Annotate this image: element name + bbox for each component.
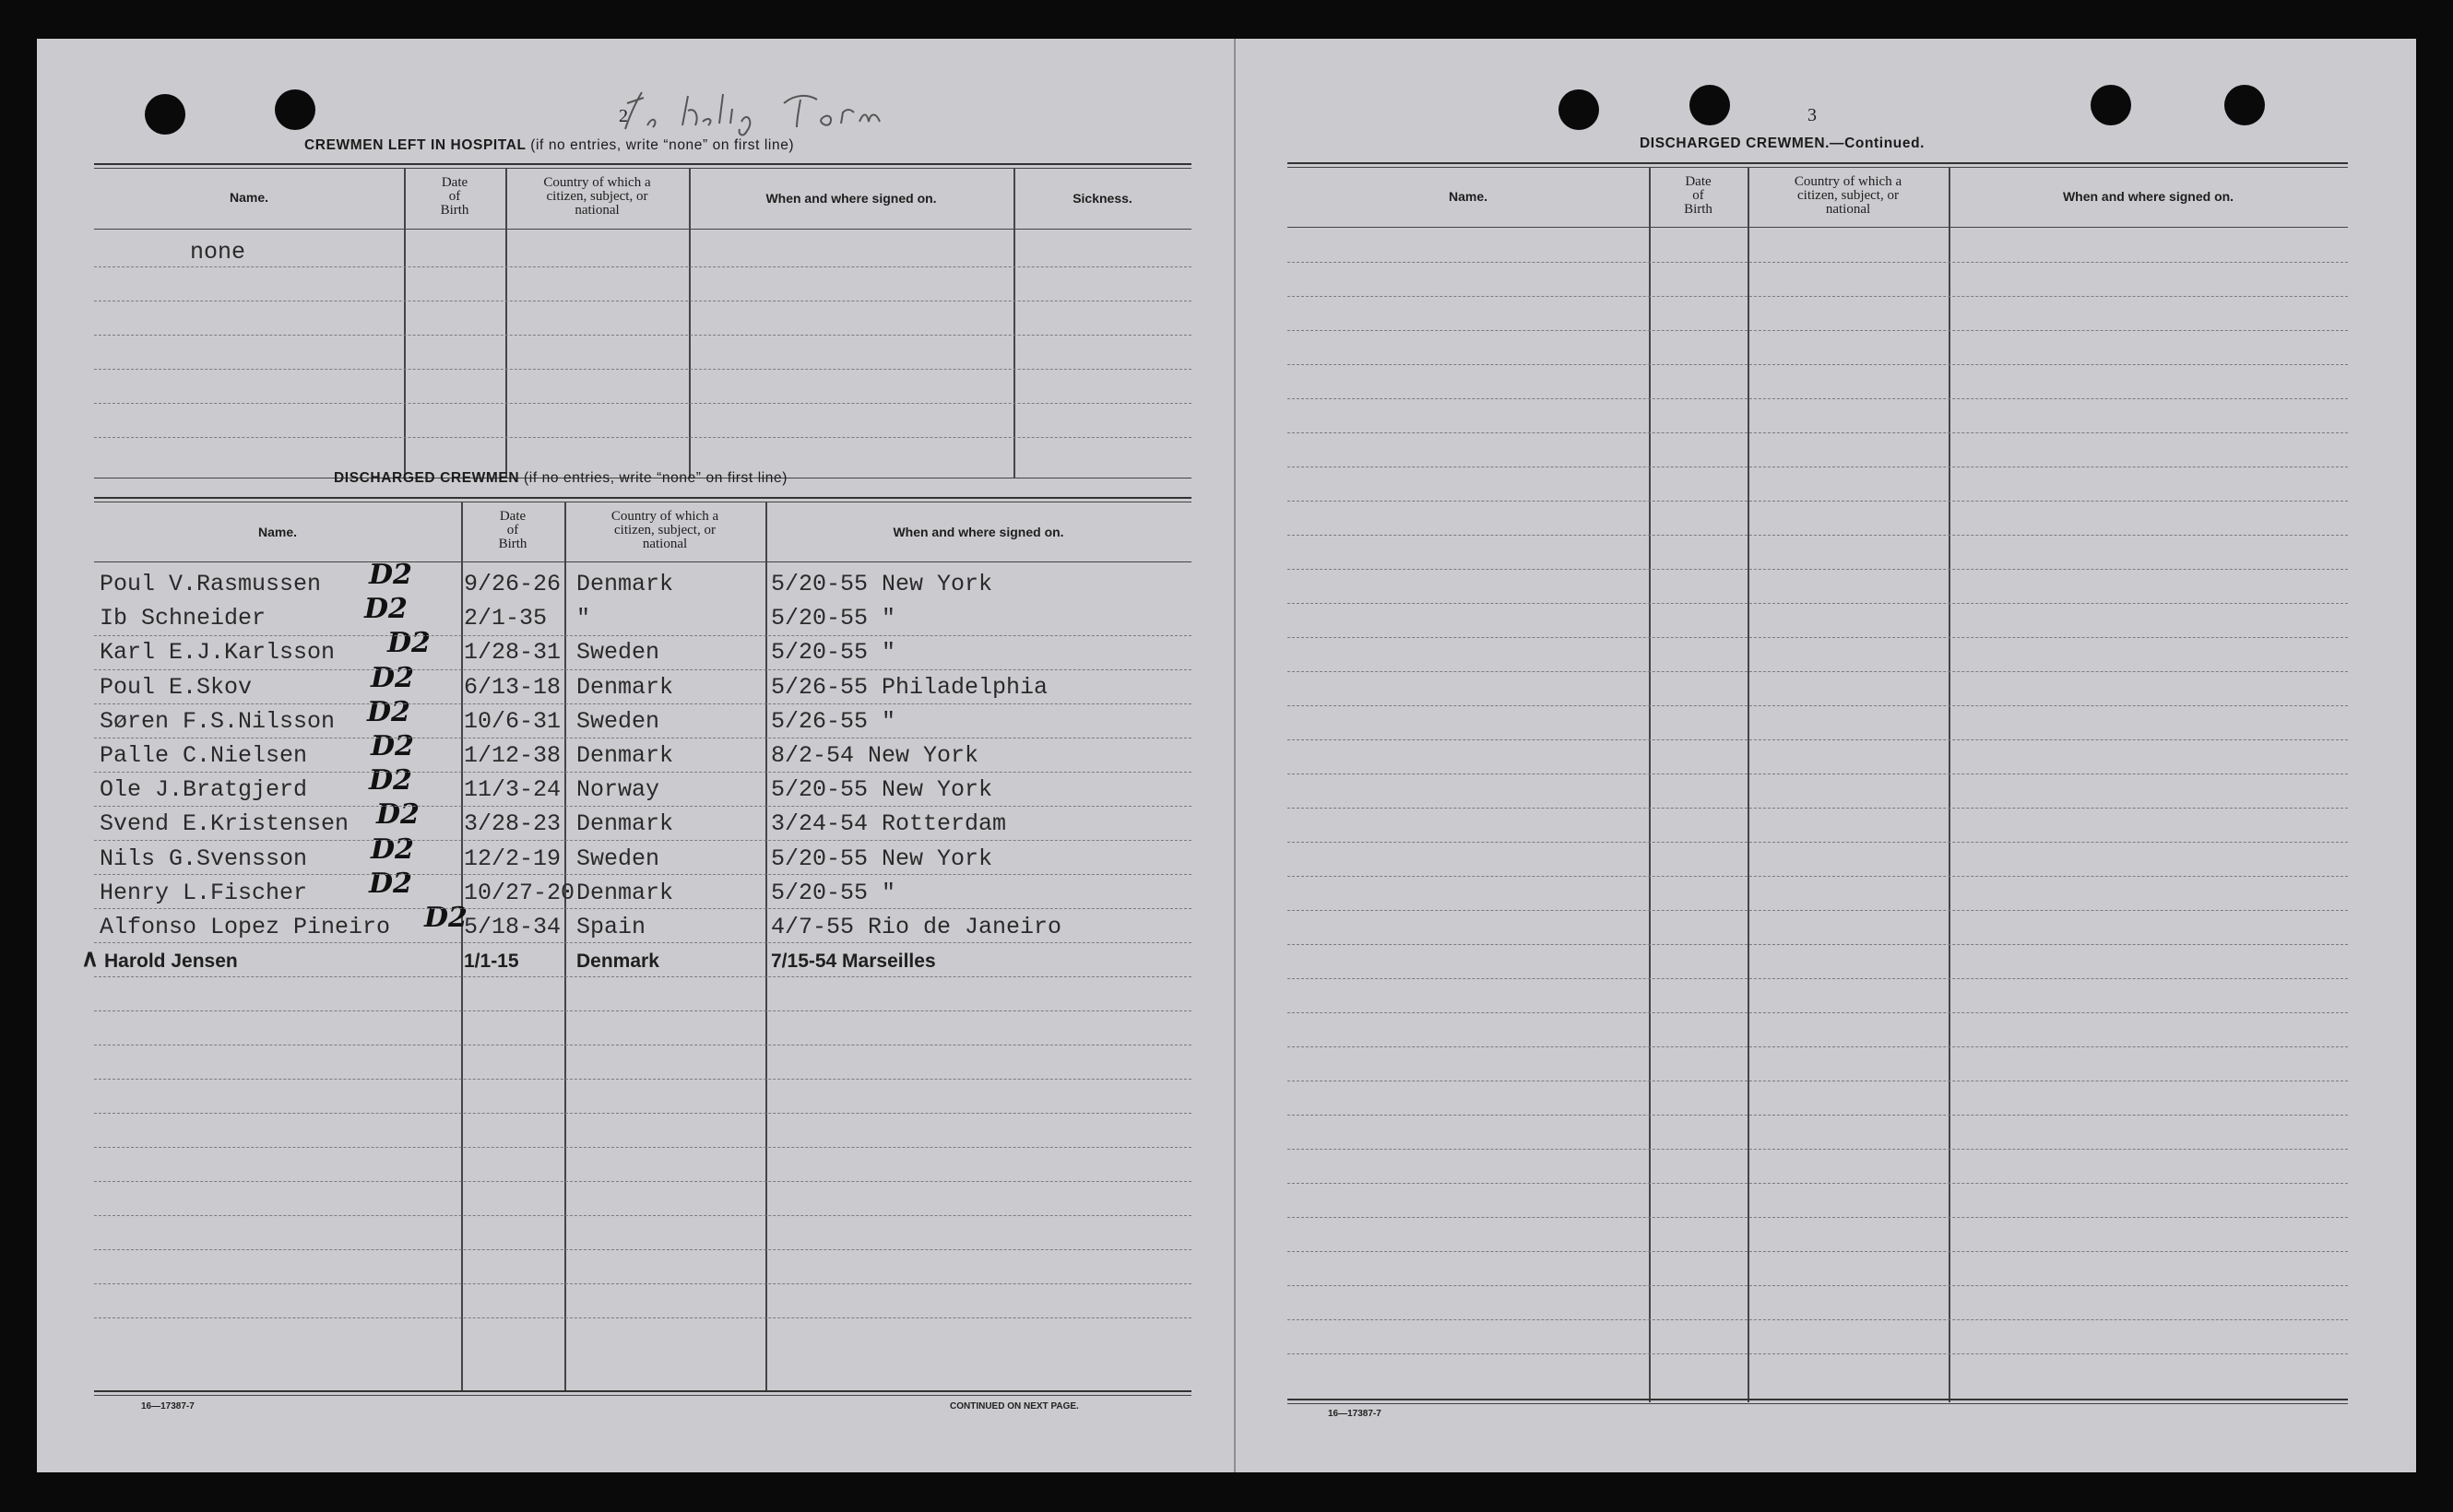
row-name: Svend E.Kristensen <box>100 810 350 838</box>
table-top-rule <box>1287 162 2348 164</box>
left-page <box>37 39 1234 1472</box>
discharged-section-title: DISCHARGED CREWMEN (if no entries, write “none” on first line) <box>334 470 788 486</box>
row-dob: 1/28-31 <box>464 639 562 667</box>
ruled-line <box>1287 296 2348 297</box>
row-country: Sweden <box>576 707 660 735</box>
ruled-line <box>94 635 1191 636</box>
page-number: 2 <box>619 106 628 126</box>
column-header-country: Country of which a citizen, subject, or national <box>610 509 719 551</box>
row-name: Karl E.J.Karlsson <box>100 639 336 667</box>
ruled-line <box>94 976 1191 977</box>
punch-hole <box>1558 89 1599 130</box>
discharge-mark: D2 <box>364 593 408 626</box>
row-country: Sweden <box>576 845 660 872</box>
row-name: Poul E.Skov <box>100 673 253 701</box>
table-top-rule <box>94 163 1191 165</box>
row-dob: 10/6-31 <box>464 707 562 735</box>
row-dob: 6/13-18 <box>464 673 562 701</box>
discharge-mark: D2 <box>367 695 410 728</box>
ruled-line <box>1287 705 2348 706</box>
column-header-country: Country of which a citizen, subject, or national <box>1794 174 1902 217</box>
ruled-line <box>1287 1115 2348 1116</box>
row-country: Denmark <box>576 673 674 701</box>
discharge-mark: D2 <box>369 764 412 797</box>
row-dob: 11/3-24 <box>464 776 562 804</box>
row-country: Sweden <box>576 639 660 667</box>
ruled-line <box>94 908 1191 909</box>
punch-hole <box>1689 85 1730 125</box>
ruled-line <box>94 403 1191 404</box>
ruled-line <box>94 1181 1191 1182</box>
ruled-line <box>1287 1217 2348 1218</box>
ruled-line <box>94 703 1191 704</box>
ruled-line <box>94 806 1191 807</box>
row-dob: 1/12-38 <box>464 742 562 769</box>
ruled-line <box>1287 569 2348 570</box>
column-header-signed: When and where signed on. <box>893 525 1064 539</box>
row-country: Spain <box>576 914 646 940</box>
row-signed: 5/20-55 " <box>771 639 896 667</box>
column-header-country: Country of which a citizen, subject, or national <box>543 175 651 218</box>
column-header-name: Name. <box>1448 189 1488 204</box>
row-dob: 10/27-20 <box>464 879 575 906</box>
row-dob: 9/26-26 <box>464 571 562 597</box>
ruled-line <box>1287 1251 2348 1252</box>
ruled-line <box>94 369 1191 370</box>
row-name: Poul V.Rasmussen <box>100 571 322 597</box>
ruled-line <box>1287 501 2348 502</box>
ruled-line <box>94 1079 1191 1080</box>
row-dob: 5/18-34 <box>464 914 562 940</box>
row-country: Denmark <box>576 879 674 906</box>
row-name: Harold Jensen <box>104 951 238 973</box>
ruled-line <box>1287 944 2348 945</box>
ruled-line <box>94 1283 1191 1284</box>
ruled-line <box>94 1215 1191 1216</box>
column-header-sickness: Sickness. <box>1072 191 1132 206</box>
page-number: 3 <box>1807 105 1817 125</box>
row-dob: 2/1-35 <box>464 605 548 632</box>
ruled-line <box>1287 739 2348 740</box>
discharge-mark: D2 <box>371 661 414 694</box>
row-country: " <box>576 605 591 632</box>
row-name: Ole J.Bratgjerd <box>100 776 308 804</box>
ruled-line <box>94 874 1191 875</box>
ruled-line <box>1287 364 2348 365</box>
form-number: 16—17387-7 <box>1328 1409 1381 1419</box>
ruled-line <box>94 266 1191 267</box>
ruled-line <box>94 669 1191 670</box>
ruled-line <box>1287 535 2348 536</box>
continued-note: CONTINUED ON NEXT PAGE. <box>950 1401 1079 1412</box>
discharged-continued-title: DISCHARGED CREWMEN.—Continued. <box>1640 136 1926 151</box>
right-page <box>1234 39 2416 1472</box>
ruled-line <box>1287 808 2348 809</box>
row-name: Ib Schneider <box>100 605 267 632</box>
ruled-line <box>1287 1183 2348 1184</box>
column-header-signed: When and where signed on. <box>765 191 937 206</box>
punch-hole <box>2091 85 2131 125</box>
ruled-line <box>1287 1046 2348 1047</box>
check-mark-icon: ∧ <box>81 944 100 973</box>
column-header-dob: Date of Birth <box>1684 174 1712 217</box>
ruled-line <box>1287 978 2348 979</box>
punch-hole <box>2224 85 2265 125</box>
row-signed: 5/20-55 " <box>771 605 896 632</box>
ruled-line <box>1287 603 2348 604</box>
ruled-line <box>94 772 1191 773</box>
row-country: Denmark <box>576 951 659 973</box>
row-signed: 3/24-54 Rotterdam <box>771 810 1007 838</box>
row-signed: 5/26-55 " <box>771 707 896 735</box>
row-name: Henry L.Fischer <box>100 879 308 906</box>
ruled-line <box>94 1010 1191 1011</box>
form-number: 16—17387-7 <box>141 1401 195 1412</box>
ruled-line <box>94 1249 1191 1250</box>
ruled-line <box>1287 1012 2348 1013</box>
ruled-line <box>94 942 1191 943</box>
column-header-dob: Date of Birth <box>440 175 469 218</box>
ruled-line <box>1287 262 2348 263</box>
column-header-name: Name. <box>229 190 269 205</box>
hospital-entry-none: none <box>190 239 246 266</box>
row-name: Alfonso Lopez Pineiro <box>100 914 391 940</box>
ruled-line <box>94 1147 1191 1148</box>
ruled-line <box>94 840 1191 841</box>
row-name: Palle C.Nielsen <box>100 742 308 769</box>
ruled-line <box>1287 1149 2348 1150</box>
row-dob: 1/1-15 <box>464 951 519 973</box>
ruled-line <box>1287 910 2348 911</box>
row-signed: 5/20-55 New York <box>771 776 993 804</box>
discharge-mark: D2 <box>369 559 412 591</box>
ruled-line <box>1287 398 2348 399</box>
ruled-line <box>94 437 1191 438</box>
row-signed: 5/20-55 New York <box>771 571 993 597</box>
row-signed: 7/15-54 Marseilles <box>771 951 936 973</box>
handwritten-note <box>599 66 1061 140</box>
row-signed: 8/2-54 New York <box>771 742 979 769</box>
row-dob: 12/2-19 <box>464 845 562 872</box>
discharge-mark: D2 <box>424 902 468 934</box>
row-country: Denmark <box>576 742 674 769</box>
ruled-line <box>1287 876 2348 877</box>
ruled-line <box>1287 432 2348 433</box>
ruled-line <box>1287 1353 2348 1354</box>
discharge-mark: D2 <box>369 867 412 900</box>
row-signed: 5/20-55 " <box>771 879 896 906</box>
ruled-line <box>94 1317 1191 1318</box>
discharge-mark: D2 <box>376 798 420 832</box>
row-country: Denmark <box>576 810 674 838</box>
ruled-line <box>94 1113 1191 1114</box>
ruled-line <box>1287 671 2348 672</box>
ruled-line <box>94 335 1191 336</box>
row-signed: 5/20-55 New York <box>771 845 993 872</box>
ruled-line <box>1287 330 2348 331</box>
ruled-line <box>1287 1285 2348 1286</box>
column-header-name: Name. <box>257 525 298 539</box>
punch-hole <box>275 89 315 130</box>
column-header-signed: When and where signed on. <box>2062 189 2234 204</box>
ruled-line <box>1287 637 2348 638</box>
row-signed: 4/7-55 Rio de Janeiro <box>771 914 1062 940</box>
hospital-section-title: CREWMEN LEFT IN HOSPITAL (if no entries, write “none” on first line) <box>304 137 795 153</box>
ruled-line <box>1287 1319 2348 1320</box>
table-top-rule <box>94 497 1191 499</box>
column-header-dob: Date of Birth <box>498 509 527 551</box>
row-name: Nils G.Svensson <box>100 845 308 872</box>
ruled-line <box>1287 842 2348 843</box>
punch-hole <box>145 94 185 135</box>
row-dob: 3/28-23 <box>464 810 562 838</box>
discharge-mark: D2 <box>387 627 431 660</box>
row-country: Norway <box>576 776 660 804</box>
row-name: Søren F.S.Nilsson <box>100 707 336 735</box>
row-signed: 5/26-55 Philadelphia <box>771 673 1049 701</box>
discharge-mark: D2 <box>371 730 414 762</box>
row-country: Denmark <box>576 571 674 597</box>
discharge-mark: D2 <box>371 833 414 866</box>
